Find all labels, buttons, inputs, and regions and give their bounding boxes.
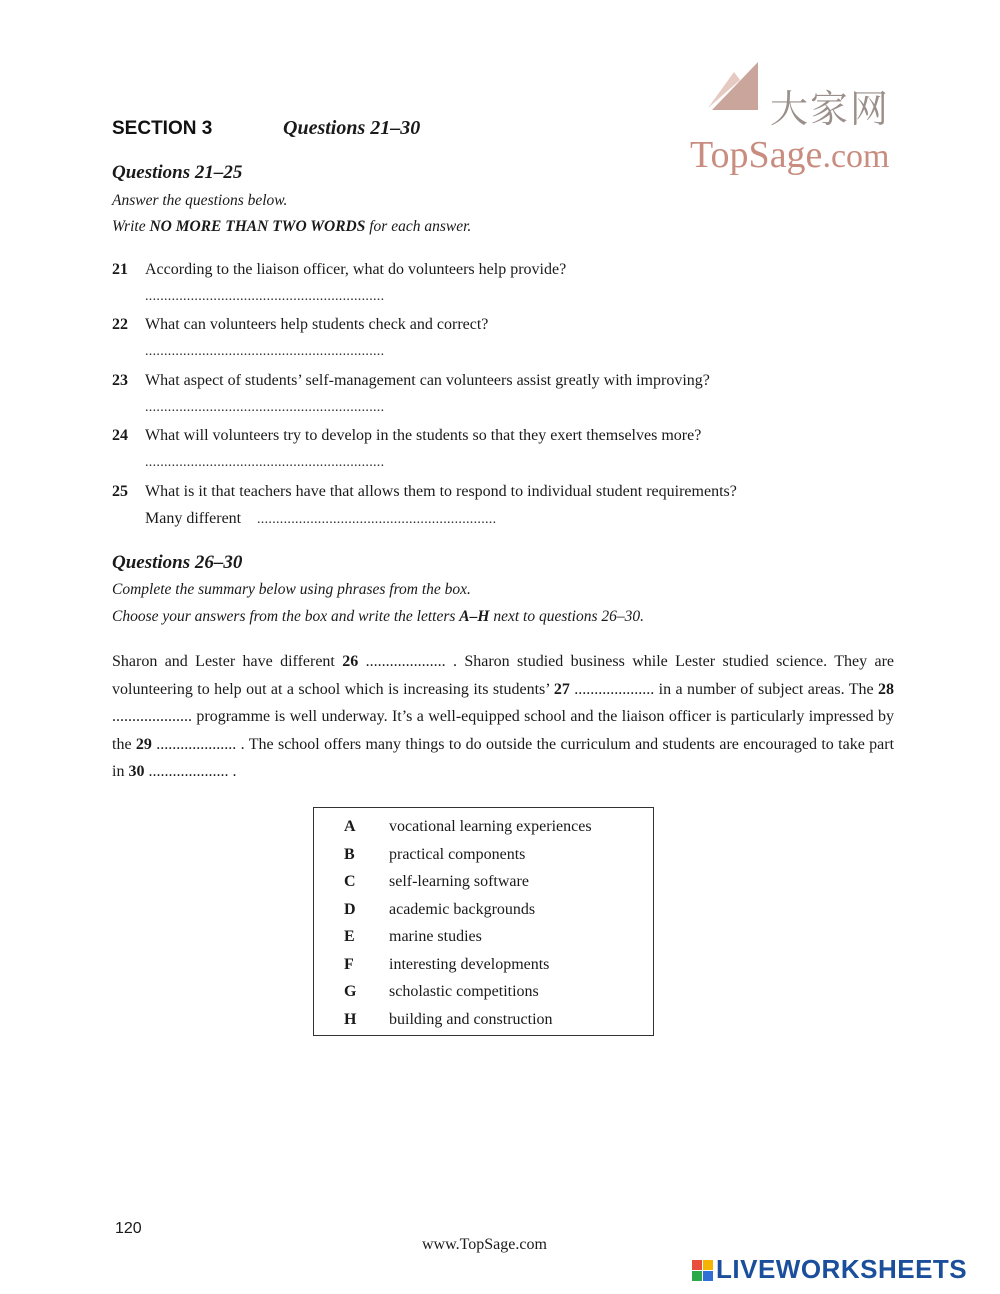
footer-url[interactable]: www.TopSage.com xyxy=(422,1236,547,1253)
watermark-chinese: 大家网 xyxy=(770,89,891,131)
part1-instruction-1: Answer the questions below. xyxy=(112,192,288,209)
part2-instruction-2: Choose your answers from the box and write the letters A–H next to questions 26–30. xyxy=(112,608,645,625)
options-box xyxy=(313,807,654,1036)
gap-number-27: 27 xyxy=(553,680,570,698)
gap-number-30: 30 xyxy=(128,763,145,781)
option-c: C self-learning software xyxy=(344,873,529,890)
answer-field-29[interactable]: .................... xyxy=(156,735,237,753)
answer-field-22[interactable]: ............................................................... xyxy=(145,344,385,359)
answer-field-25[interactable]: ............................................................... xyxy=(257,512,497,527)
option-h: H building and construction xyxy=(344,1011,553,1028)
answer-field-21[interactable]: ............................................................... xyxy=(145,289,385,304)
option-g: G scholastic competitions xyxy=(344,983,539,1000)
question-text-21: According to the liaison officer, what do volunteers help provide? xyxy=(145,261,567,278)
liveworksheets-text: LIVEWORKSHEETS xyxy=(716,1254,968,1284)
question-number-23: 23 xyxy=(112,372,128,389)
answer-field-27[interactable]: .................... xyxy=(574,680,655,698)
gap-number-26: 26 xyxy=(342,653,359,670)
question-number-24: 24 xyxy=(112,427,128,444)
option-d: D academic backgrounds xyxy=(344,901,536,918)
question-text-22: What can volunteers help students check and correct? xyxy=(145,316,489,333)
watermark-brand-main: TopSage xyxy=(690,134,823,176)
watermark-brand xyxy=(690,133,889,177)
answer-prefix-25: Many different xyxy=(145,510,242,527)
answer-field-26[interactable]: .................... xyxy=(365,653,446,670)
part2-instruction-1: Complete the summary below using phrases from the box. xyxy=(112,581,471,598)
questions-21-25-heading: Questions 21–25 xyxy=(112,162,243,183)
gap-number-28: 28 xyxy=(878,680,894,698)
page-number: 120 xyxy=(115,1220,142,1237)
section-title: SECTION 3 xyxy=(112,118,213,139)
option-b: B practical components xyxy=(344,846,526,863)
watermark-brand-suffix: .com xyxy=(822,138,890,175)
question-text-23: What aspect of students’ self-management can volunteers assist greatly with improving? xyxy=(145,372,710,389)
question-number-25: 25 xyxy=(112,483,128,500)
liveworksheets-logo-icon xyxy=(692,1260,714,1282)
questions-26-30-heading: Questions 26–30 xyxy=(112,552,243,573)
option-e: E marine studies xyxy=(344,928,482,945)
answer-field-28[interactable]: .................... xyxy=(112,708,192,726)
option-a: A vocational learning experiences xyxy=(344,818,592,835)
section-range: Questions 21–30 xyxy=(283,117,421,139)
question-text-25: What is it that teachers have that allows them to respond to individual student requirements? xyxy=(145,483,737,500)
question-number-22: 22 xyxy=(112,316,128,333)
summary-paragraph: Sharon and Lester have different 26 .................... . Sharon studied business while Lester studied science. They are volunteering to help out at a school which is increasing its students’ 27 .................... in a number of subject areas. The 28 .................... programme is well underway. It’s a well-equipped school and the liaison officer is particularly impressed by the 29 .................... . The school offers many things to do outside the curriculum and students are encouraged to take part in 30 .................... . xyxy=(112,653,895,781)
answer-field-24[interactable]: ............................................................... xyxy=(145,455,385,470)
option-f: F interesting developments xyxy=(344,956,550,973)
watermark-logo-icon xyxy=(706,58,764,114)
answer-field-23[interactable]: ............................................................... xyxy=(145,400,385,415)
part1-instruction-2: Write NO MORE THAN TWO WORDS for each answer. xyxy=(112,218,472,235)
question-number-21: 21 xyxy=(112,261,128,278)
question-text-24: What will volunteers try to develop in the students so that they exert themselves more? xyxy=(145,427,702,444)
gap-number-29: 29 xyxy=(135,735,152,753)
answer-field-30[interactable]: .................... xyxy=(148,763,229,781)
